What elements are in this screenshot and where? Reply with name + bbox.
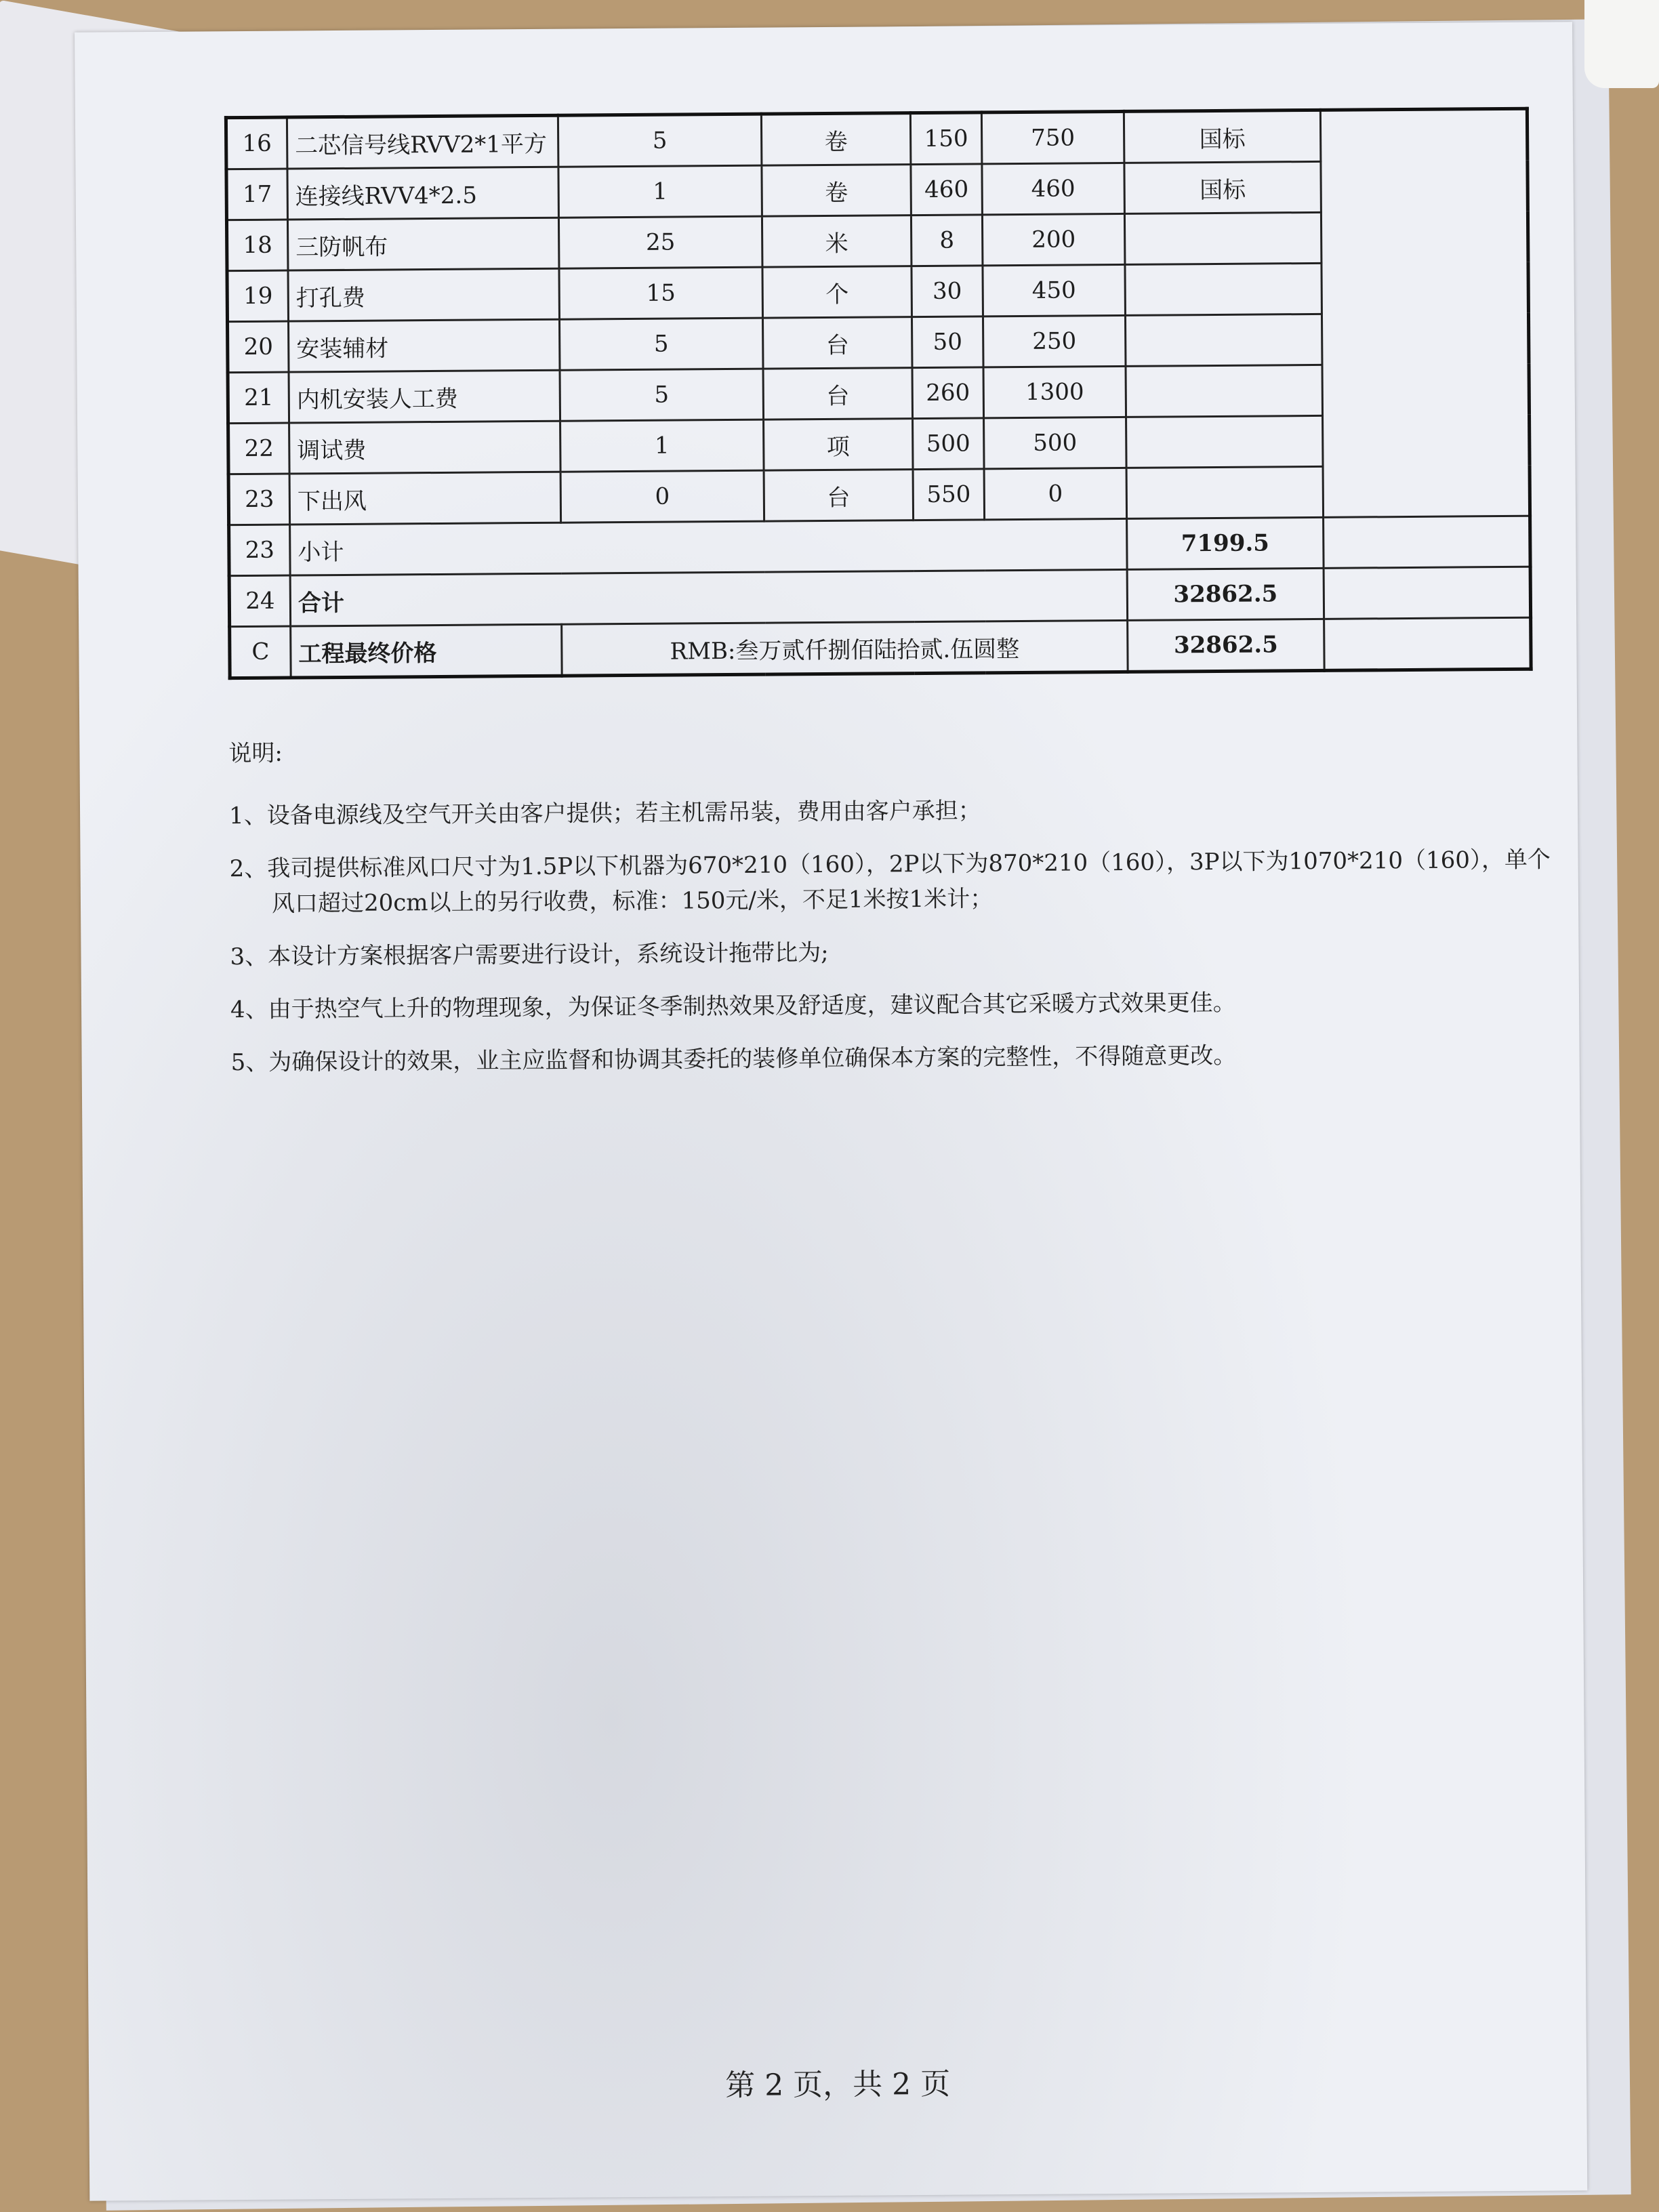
item-unit: 米 — [762, 216, 912, 268]
item-unit: 个 — [762, 266, 912, 319]
note-item: 4、由于热空气上升的物理现象，为保证冬季制热效果及舒适度，建议配合其它采暖方式效果更佳。 — [230, 989, 1236, 1024]
row-number: 23 — [228, 474, 290, 525]
item-quantity: 5 — [560, 318, 764, 370]
item-unit: 卷 — [761, 113, 911, 166]
table-row — [228, 414, 1530, 474]
item-unit-price: 550 — [913, 469, 985, 520]
item-name: 调试费 — [289, 421, 561, 474]
notes-heading: 说明: — [228, 739, 283, 768]
item-quantity: 5 — [560, 369, 764, 421]
note-item: 2、我司提供标准风口尺寸为1.5P以下机器为670*210（160），2P以下为870*210（160），3P以下为1070*210（160），单个风口超过20cm以上的另行收费，标准：150元/米，不足1米按1米计； — [229, 846, 1551, 918]
item-unit-price: 150 — [910, 112, 982, 165]
item-amount: 460 — [982, 163, 1125, 214]
item-note — [1126, 466, 1324, 518]
item-note — [1126, 415, 1324, 468]
item-unit-price: 260 — [912, 367, 984, 419]
table-row — [226, 160, 1528, 220]
table-row — [228, 312, 1529, 372]
row-number: 17 — [226, 169, 288, 220]
row-number: 23 — [229, 525, 291, 576]
table-row — [226, 211, 1528, 270]
row-number: 18 — [226, 220, 288, 271]
table-row — [228, 465, 1530, 525]
quote-table — [224, 107, 1533, 680]
row-number: 19 — [227, 270, 289, 322]
item-unit: 卷 — [762, 165, 912, 217]
total-row — [229, 567, 1530, 626]
subtotal-amount: 7199.5 — [1127, 517, 1324, 569]
item-unit-price: 8 — [911, 215, 983, 266]
row-number: 22 — [228, 423, 290, 474]
item-unit: 台 — [763, 368, 913, 420]
item-unit: 项 — [764, 419, 914, 471]
item-unit-price: 30 — [912, 266, 983, 317]
table-row — [226, 108, 1527, 169]
table-row — [228, 363, 1529, 423]
item-unit-price: 50 — [912, 316, 983, 368]
note-item: 5、为确保设计的效果，业主应监督和协调其委托的装修单位确保本方案的完整性，不得随意更改。 — [230, 1042, 1237, 1077]
page-footer: 第 2 页，共 2 页 — [725, 2066, 951, 2104]
item-amount: 250 — [983, 315, 1126, 367]
final-price-row — [230, 617, 1531, 678]
item-note — [1125, 263, 1322, 315]
item-name: 二芯信号线RVV2*1平方 — [287, 115, 558, 169]
notes-section — [228, 726, 1559, 1098]
subtotal-note — [1324, 516, 1531, 568]
note-item: 3、本设计方案根据客户需要进行设计，系统设计拖带比为; — [230, 939, 829, 971]
item-note: 国标 — [1124, 110, 1321, 163]
item-unit: 台 — [762, 317, 912, 369]
item-unit-price: 500 — [913, 418, 985, 470]
total-amount: 32862.5 — [1127, 568, 1324, 620]
final-price-note — [1324, 617, 1532, 670]
item-quantity: 25 — [558, 216, 762, 268]
item-name: 下出风 — [289, 472, 561, 525]
row-number: 24 — [229, 575, 291, 627]
final-price-amount: 32862.5 — [1128, 619, 1325, 672]
eraser-object — [1584, 0, 1659, 88]
item-amount: 200 — [982, 213, 1125, 265]
item-amount: 500 — [984, 417, 1127, 468]
subtotal-row — [229, 516, 1530, 575]
item-note — [1126, 365, 1323, 417]
row-number: 20 — [228, 321, 289, 373]
final-price-words: RMB:叁万贰仟捌佰陆拾贰.伍圆整 — [562, 620, 1128, 676]
item-amount: 1300 — [983, 366, 1126, 417]
item-amount: 750 — [981, 111, 1124, 163]
subtotal-label: 小计 — [290, 518, 1127, 575]
item-note — [1125, 314, 1322, 366]
item-quantity: 1 — [558, 165, 762, 218]
note-item: 1、设备电源线及空气开关由客户提供；若主机需吊装，费用由客户承担； — [228, 797, 981, 830]
item-amount: 0 — [984, 468, 1127, 519]
item-name: 安装辅材 — [289, 319, 560, 372]
item-quantity: 15 — [559, 267, 763, 319]
item-quantity: 0 — [560, 470, 764, 523]
row-number: 16 — [226, 117, 287, 169]
item-name: 打孔费 — [288, 268, 560, 321]
item-quantity: 5 — [558, 114, 762, 167]
item-unit: 台 — [764, 470, 914, 522]
row-number: C — [230, 626, 291, 678]
item-name: 连接线RVV4*2.5 — [287, 167, 559, 220]
total-label: 合计 — [290, 569, 1127, 626]
item-amount: 450 — [983, 264, 1126, 316]
item-note: 国标 — [1124, 161, 1322, 213]
table-row — [227, 262, 1528, 321]
document-page — [75, 22, 1587, 2200]
item-unit-price: 460 — [911, 164, 983, 216]
total-note — [1324, 567, 1531, 619]
row-number: 21 — [228, 372, 289, 424]
table-body — [226, 108, 1531, 678]
item-name: 内机安装人工费 — [289, 370, 560, 423]
item-name: 三防帆布 — [287, 218, 559, 270]
item-quantity: 1 — [560, 419, 764, 472]
item-note — [1124, 212, 1322, 264]
final-price-label: 工程最终价格 — [291, 624, 562, 678]
